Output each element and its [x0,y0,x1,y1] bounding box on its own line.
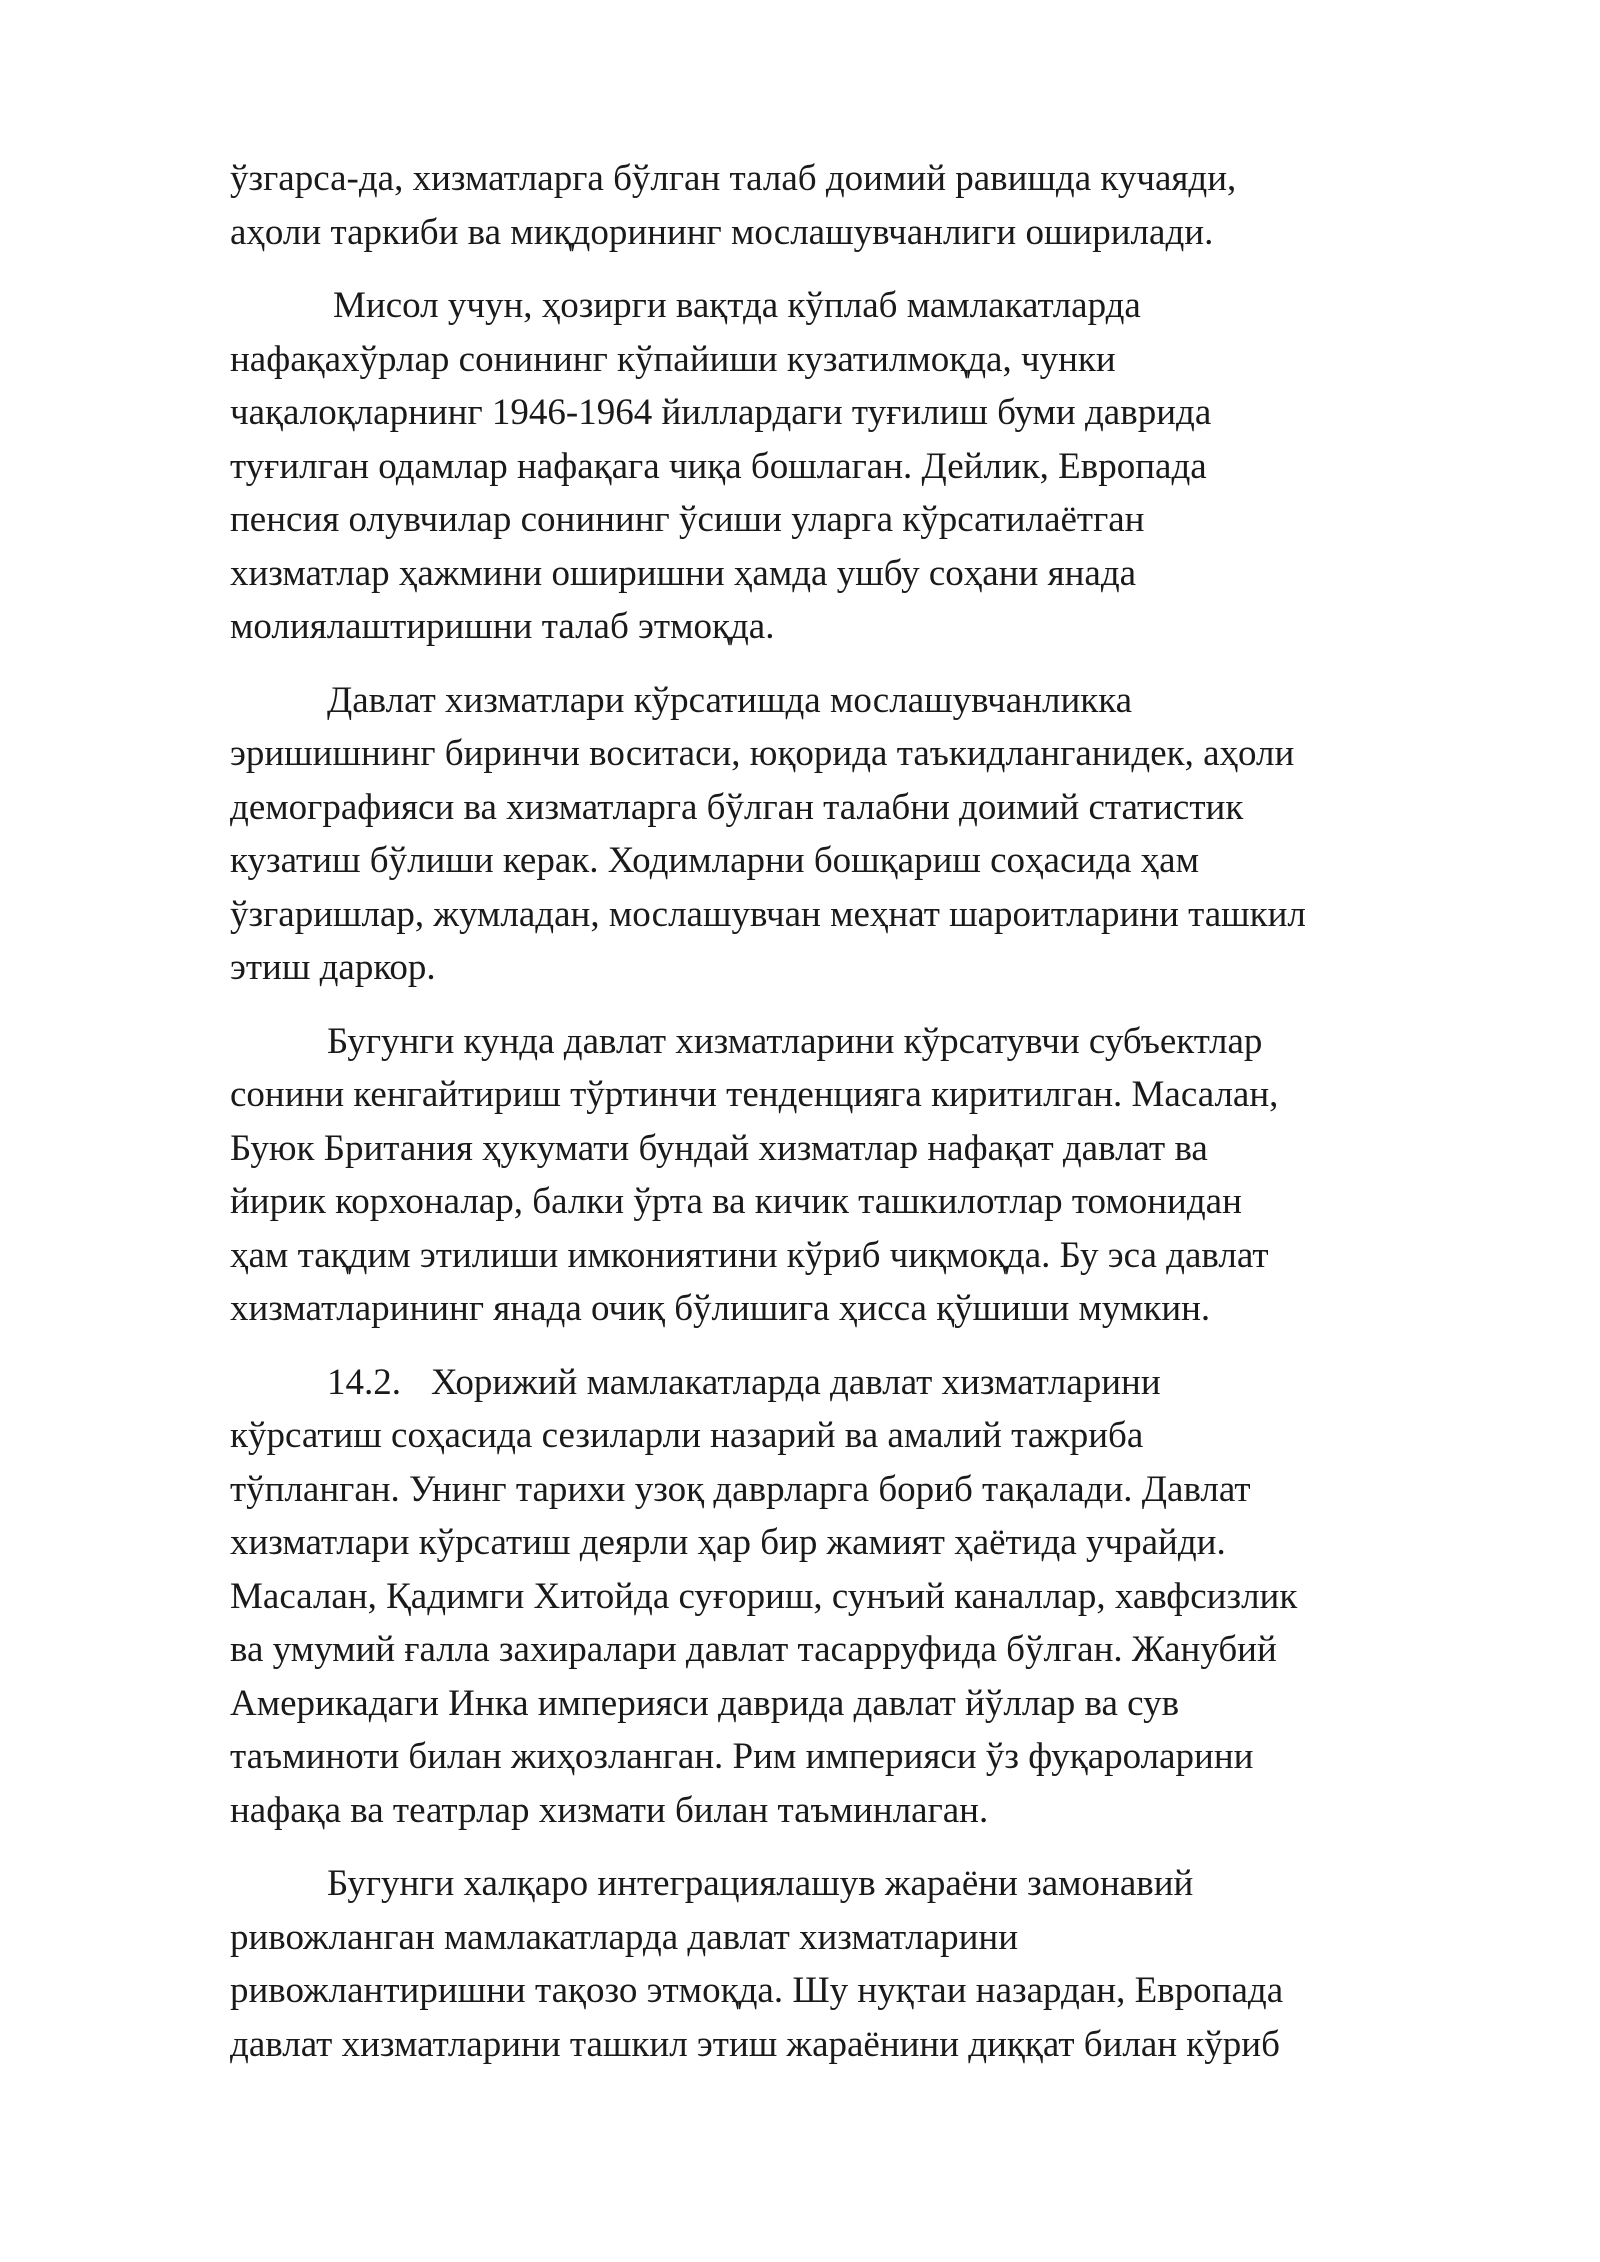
text-line: кузатиш бўлиши керак. Ходимларни бошқариш соҳасида ҳам [230,840,1200,881]
text-line: нафақахўрлар сонининг кўпайиши кузатилмоқда, чунки [230,338,1116,380]
text-line: демографияси ва хизматларга бўлган талабни доимий статистик [230,786,1244,828]
text-line-content: Хорижий мамлакатларда давлат хизматларини [431,1361,1161,1403]
text-line: Масалан, Қадимги Хитойда суғориш, сунъий каналлар, хавфсизлик [230,1575,1298,1617]
text-line: ривожлантиришни тақозо этмоқда. Шу нуқтаи назардан, Европада [230,1970,1284,2011]
text-line: таъминоти билан жиҳозланган. Рим империяси ўз фуқароларини [230,1736,1254,1777]
text-line: хизматларининг янада очиқ бўлишига ҳисса қўшиши мумкин. [230,1288,1211,1329]
paragraph-5 [230,1356,1490,1838]
text-line: хизматлари кўрсатиш деярли ҳар бир жамият ҳаётида учрайди. [230,1522,1226,1563]
text-line [230,1356,1490,1410]
paragraph-4 [230,1015,1490,1336]
text-line: ўзгаришлар, жумладан, мослашувчан меҳнат шароитларини ташкил [230,893,1306,935]
text-line: давлат хизматларини ташкил этиш жараёнини диққат билан кўриб [230,2023,1280,2065]
paragraph-1 [230,152,1490,259]
paragraph-3 [230,674,1490,995]
text-line: Бугунги халқаро интеграциялашув жараёни замонавий [327,1863,1194,1904]
text-line: этиш даркор. [230,947,436,988]
paragraph-6 [230,1857,1490,2071]
text-line: Америкадаги Инка империяси даврида давлат йўллар ва сув [230,1682,1180,1724]
section-number: 14.2. [327,1361,401,1403]
text-line: Бугунги кунда давлат хизматларини кўрсатувчи субъектлар [327,1020,1263,1062]
text-line: тўпланган. Унинг тарихи узоқ даврларга бориб тақалади. Давлат [230,1468,1251,1510]
text-line: кўрсатиш соҳасида сезиларли назарий ва амалий тажриба [230,1415,1144,1456]
text-line: молиялаштиришни талаб этмоқда. [230,606,775,647]
text-line: нафақа ва театрлар хизмати билан таъминлаган. [230,1789,989,1831]
text-line: туғилган одамлар нафақага чиқа бошлаган. Дейлик, Европада [230,445,1207,487]
text-line: Буюк Британия ҳукумати бундай хизматлар нафақат давлат ва [230,1127,1208,1169]
text-line: аҳоли таркиби ва миқдорининг мослашувчанлиги оширилади. [230,211,1214,253]
text-line: Давлат хизматлари кўрсатишда мослашувчанликка [327,679,1133,721]
text-line: Мисол учун, ҳозирги вақтда кўплаб мамлакатларда [333,285,1141,326]
text-line: пенсия олувчилар сонининг ўсиши уларга кўрсатилаётган [230,499,1145,540]
text-line: ҳам тақдим этилиши имкониятини кўриб чиқмоқда. Бу эса давлат [230,1234,1269,1276]
paragraph-2 [230,279,1490,654]
text-line: хизматлар ҳажмини оширишни ҳамда ушбу соҳани янада [230,552,1137,594]
text-line: эришишнинг биринчи воситаси, юқорида таъкидланганидек, аҳоли [230,733,1295,774]
text-line: чақалоқларнинг 1946-1964 йиллардаги туғилиш буми даврида [230,392,1212,433]
text-line: сонини кенгайтириш тўртинчи тенденцияга киритилган. Масалан, [230,1074,1279,1115]
text-column [230,152,1490,2091]
text-line: ўзгарса-да, хизматларга бўлган талаб доимий равишда кучаяди, [230,158,1237,199]
text-line: ривожланган мамлакатларда давлат хизматларини [230,1916,1019,1958]
text-line: ва умумий ғалла захиралари давлат тасарруфида бўлган. Жанубий [230,1629,1277,1670]
text-line: йирик корхоналар, балки ўрта ва кичик ташкилотлар томонидан [230,1181,1242,1222]
